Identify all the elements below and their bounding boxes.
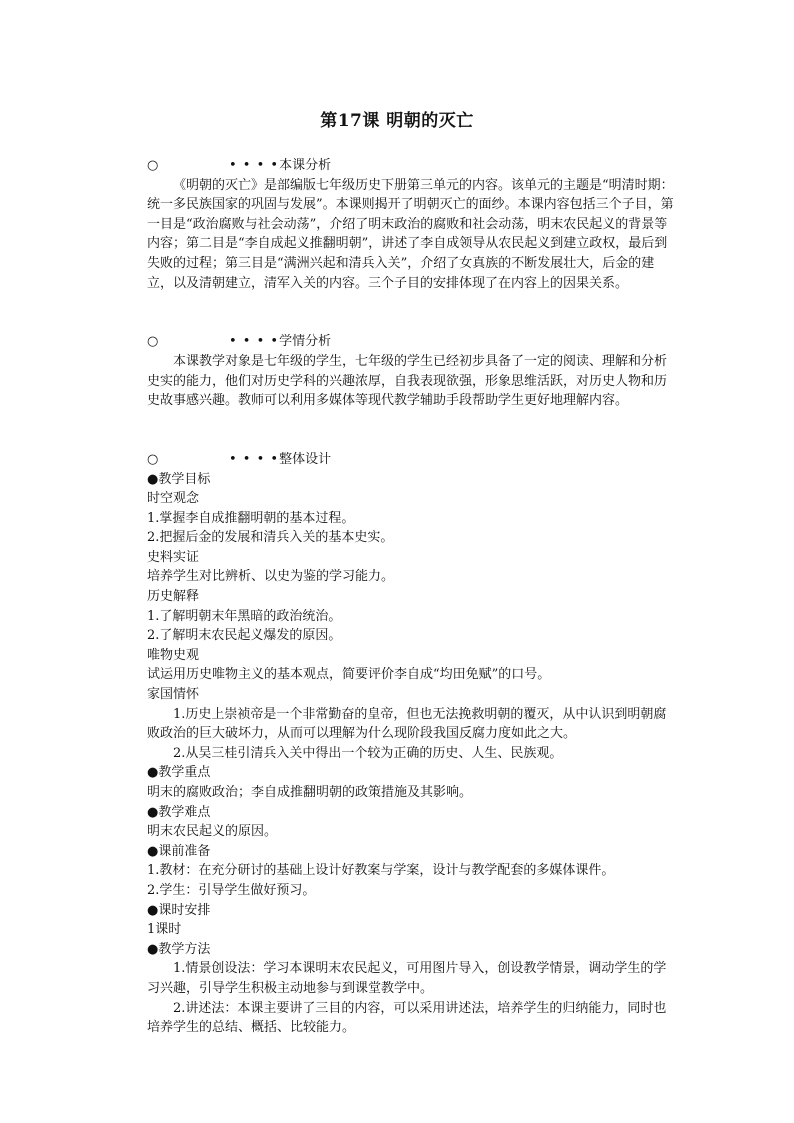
design-line: 唯物史观 <box>147 647 200 663</box>
circle-marker-icon: ○ <box>147 334 159 350</box>
design-line: 1.教材：在充分研讨的基础上设计好教案与学案，设计与教学配套的多媒体课件。 <box>147 863 615 879</box>
design-line: 时空观念 <box>147 491 200 507</box>
document-body <box>147 156 679 1038</box>
design-line: 2.了解明末农民起义爆发的原因。 <box>147 628 342 644</box>
section-title: 本课分析 <box>279 158 332 173</box>
design-line: 1.情景创设法：学习本课明末农民起义，可用图片导入，创设教学情景，调动学生的学习兴趣，引导学生积极主动地参与到课堂教学中。 <box>147 961 667 996</box>
lesson-analysis-paragraph: 《明朝的灭亡》是部编版七年级历史下册第三单元的内容。该单元的主题是“明清时期：统一多民族国家的巩固与发展”。本课则揭开了明朝灭亡的面纱。本课内容包括三个子目，第一目是“政治腐败与社会动荡”，介绍了明末政治的腐败和社会动荡，明末农民起义的背景等内容；第二目是“李自成起义推翻明朝”，讲述了李自成领导从农民起义到建立政权，最后到失败的过程；第三目是“满洲兴起和清兵入关”，介绍了女真族的不断发展壮大，后金的建立，以及清朝建立，清军入关的内容。三个子目的安排体现了在内容上的因果关系。 <box>147 177 674 291</box>
section-title: 学情分析 <box>279 334 332 350</box>
design-line: 2.讲述法：本课主要讲了三目的内容，可以采用讲述法，培养学生的归纳能力，同时也培养学生的总结、概括、比较能力。 <box>147 1000 667 1036</box>
dot-leader: • • • • <box>229 451 280 467</box>
design-line: ●课前准备 <box>147 843 211 859</box>
section-heading-student-analysis <box>147 332 679 352</box>
design-line: 明末的腐败政治；李自成推翻明朝的政策措施及其影响。 <box>147 785 473 800</box>
section-heading-analysis <box>147 156 679 176</box>
design-line: 1.历史上崇祯帝是一个非常勤奋的皇帝，但也无法挽救明朝的覆灭，从中认识到明朝腐败政治的巨大破坏力，从而可以理解为什么现阶段我国反腐力度如此之大。 <box>147 706 667 742</box>
section-heading-overall-design <box>147 450 679 470</box>
design-line: ●课时安排 <box>147 902 211 918</box>
design-line: 1.掌握李自成推翻明朝的基本过程。 <box>147 510 355 526</box>
design-line: ●教学方法 <box>147 941 211 957</box>
design-line: 2.从吴三桂引清兵入关中得出一个较为正确的历史、人生、民族观。 <box>173 745 563 761</box>
design-line: 培养学生对比辨析、以史为鉴的学习能力。 <box>147 569 395 585</box>
circle-marker-icon: ○ <box>147 158 159 173</box>
design-line: ●教学重点 <box>147 765 211 781</box>
section-title: 整体设计 <box>279 451 332 467</box>
design-line: ●教学难点 <box>147 804 211 820</box>
design-line: 历史解释 <box>147 589 200 605</box>
design-line: 试运用历史唯物主义的基本观点，简要评价李自成“均田免赋”的口号。 <box>147 667 551 683</box>
dot-leader: • • • • <box>229 334 280 350</box>
circle-marker-icon: ○ <box>147 451 159 467</box>
student-analysis-paragraph: 本课教学对象是七年级的学生，七年级的学生已经初步具备了一定的阅读、理解和分析史实的能力，他们对历史学科的兴趣浓厚，自我表现欲强，形象思维活跃，对历史人物和历史故事感兴趣。教师可以利用多媒体等现代教学辅助手段帮助学生更好地理解内容。 <box>147 353 668 409</box>
design-line: 家国情怀 <box>147 687 200 703</box>
lesson-title: 第17课 明朝的灭亡 <box>320 111 474 131</box>
design-line: 1课时 <box>147 922 182 938</box>
design-line: 2.把握后金的发展和清兵入关的基本史实。 <box>147 530 394 546</box>
overall-design-list <box>147 470 679 1038</box>
dot-leader: • • • • <box>229 158 280 173</box>
design-line: 2.学生：引导学生做好预习。 <box>147 882 316 898</box>
design-line: 明末农民起义的原因。 <box>147 824 278 840</box>
design-line: ●教学目标 <box>147 471 211 487</box>
design-line: 史料实证 <box>147 549 200 565</box>
design-line: 1.了解明朝末年黑暗的政治统治。 <box>147 608 342 624</box>
